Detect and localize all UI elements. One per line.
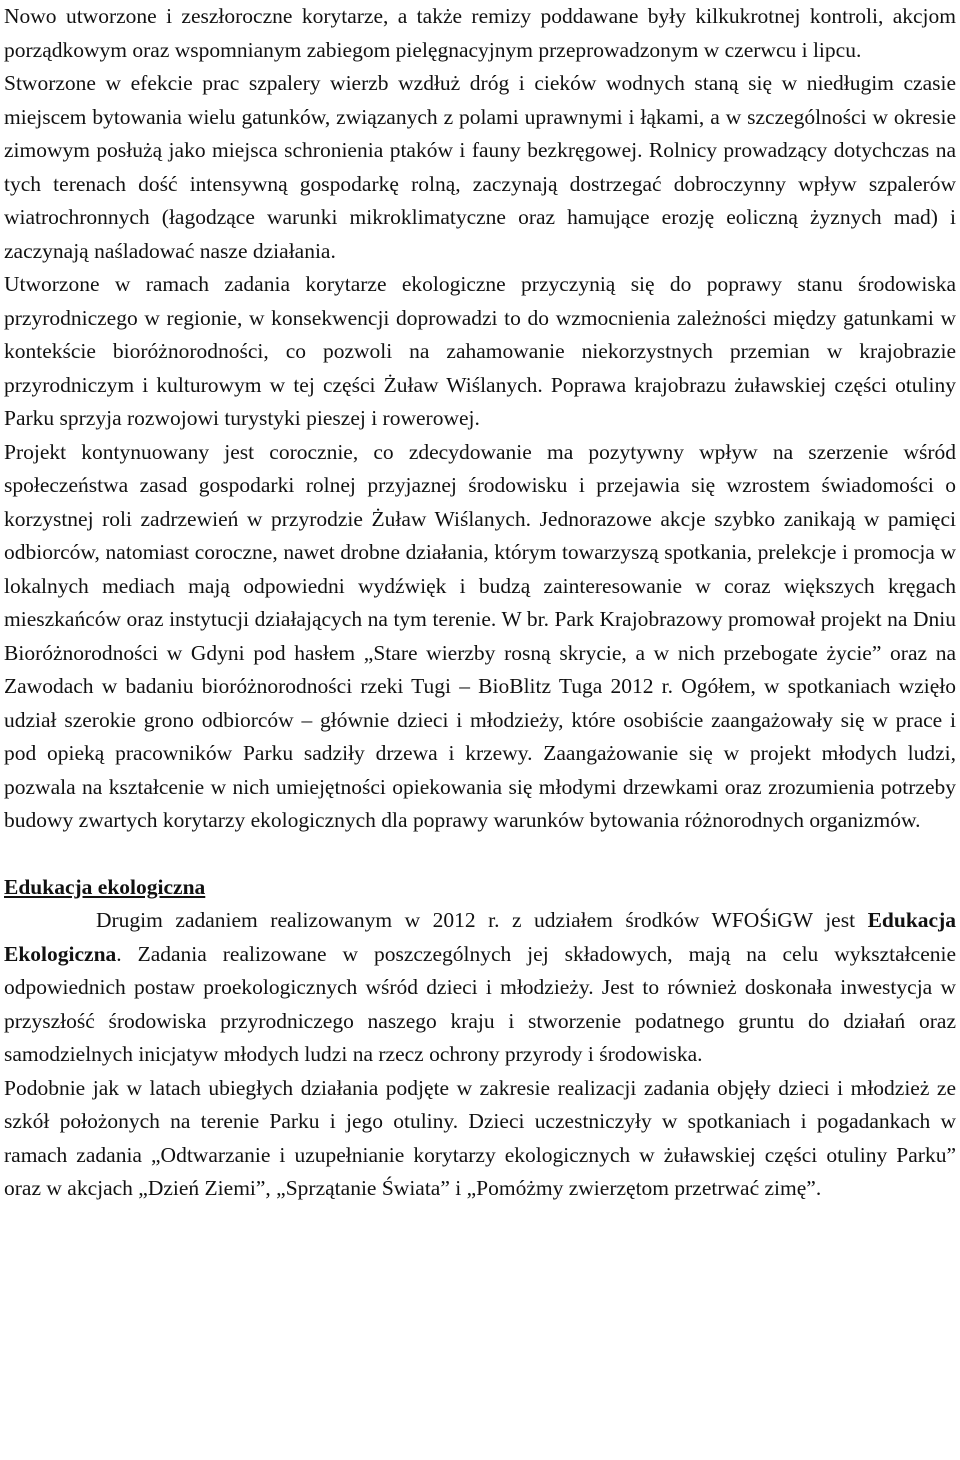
intro-text-end: . Zadania realizowane w poszczególnych jej składowych, mają na celu wykształcenie odpowiednich postaw proekologicznych wśród dzieci i młodzieży. Jest to również doskonała inwestycja w przyszłość środowiska przyrodniczego naszego kraju i stworzenie podatnego gruntu do działań oraz samodzielnych inicjatyw młodych ludzi na rzecz ochrony przyrody i środowiska. — [4, 941, 956, 1066]
intro-text-start: Drugim zadaniem realizowanym w 2012 r. z udziałem środków WFOŚiGW jest — [96, 908, 868, 932]
section-ecological-education — [4, 871, 956, 1206]
paragraph-corridors-control: Nowo utworzone i zeszłoroczne korytarze, a także remizy poddawane były kilkukrotnej kontroli, akcjom porządkowym oraz wspomnianym zabiegom pielęgnacyjnym przeprowadzonym w czerwcu i lipcu. — [4, 4, 956, 62]
document-page — [4, 0, 956, 1206]
section-heading: Edukacja ekologiczna — [4, 874, 206, 899]
paragraph-education-intro — [4, 904, 956, 1072]
paragraph-education-activities: Podobnie jak w latach ubiegłych działania podjęte w zakresie realizacji zadania objęły dzieci i młodzież ze szkół położonych na terenie Parku i jego otuliny. Dzieci uczestniczyły w spotkaniach i pogadankach w ramach zadania „Odtwarzanie i uzupełnianie korytarzy ekologicznych w żuławskiej części otuliny Parku” oraz w akcjach „Dzień Ziemi”, „Sprzątanie Świata” i „Pomóżmy zwierzętom przetrwać zimę”. — [4, 1075, 956, 1200]
paragraph-ecological-corridors: Utworzone w ramach zadania korytarze ekologiczne przyczynią się do poprawy stanu środowiska przyrodniczego w regionie, w konsekwencji doprowadzi to do wzmocnienia zależności między gatunkami w kontekście bioróżnorodności, co pozwoli na zahamowanie niekorzystnych przemian w krajobrazie przyrodniczym i kulturowym w tej części Żuław Wiślanych. Poprawa krajobrazu żuławskiej części otuliny Parku sprzyja rozwojowi turystyki pieszej i rowerowej. — [4, 272, 956, 430]
intro-bold-term: Edukacja Ekologiczna — [4, 908, 956, 966]
paragraph-project-continuation: Projekt kontynuowany jest corocznie, co zdecydowanie ma pozytywny wpływ na szerzenie wśród społeczeństwa zasad gospodarki rolnej przyjaznej środowisku i przejawia się wzrostem świadomości o korzystnej roli zadrzewień w przyrodzie Żuław Wiślanych. Jednorazowe akcje szybko zanikają w pamięci odbiorców, natomiast coroczne, nawet drobne działania, którym towarzyszą spotkania, prelekcje i promocja w lokalnych mediach mają odpowiedni wydźwięk i budzą zainteresowanie w coraz większych kręgach mieszkańców oraz instytucji działających na tym terenie. W br. Park Krajobrazowy promował projekt na Dniu Bioróżnorodności w Gdyni pod hasłem „Stare wierzby rosną skrycie, a w nich przebogate życie” oraz na Zawodach w badaniu bioróżnorodności rzeki Tugi – BioBlitz Tuga 2012 r. Ogółem, w spotkaniach wzięło udział szerokie grono odbiorców – głównie dzieci i młodzieży, które osobiście zaangażowały się w prace i pod opieką pracowników Parku sadziły drzewa i krzewy. Zaangażowanie się w projekt młodych ludzi, pozwala na kształcenie w nich umiejętności opiekowania się młodymi drzewkami oraz zrozumienia potrzeby budowy zwartych korytarzy ekologicznych dla poprawy warunków bytowania różnorodnych organizmów. — [4, 439, 956, 832]
paragraph-willow-rows: Stworzone w efekcie prac szpalery wierzb wzdłuż dróg i cieków wodnych staną się w niedługim czasie miejscem bytowania wielu gatunków, związanych z polami uprawnymi i łąkami, a w szczególności w okresie zimowym posłużą jako miejsca schronienia ptaków i fauny bezkręgowej. Rolnicy prowadzący dotychczas na tych terenach dość intensywną gospodarkę rolną, zaczynają dostrzegać dobroczynny wpływ szpalerów wiatrochronnych (łagodzące warunki mikroklimatyczne oraz hamujące erozję eoliczną żyznych mad) i zaczynają naśladować nasze działania. — [4, 71, 956, 263]
